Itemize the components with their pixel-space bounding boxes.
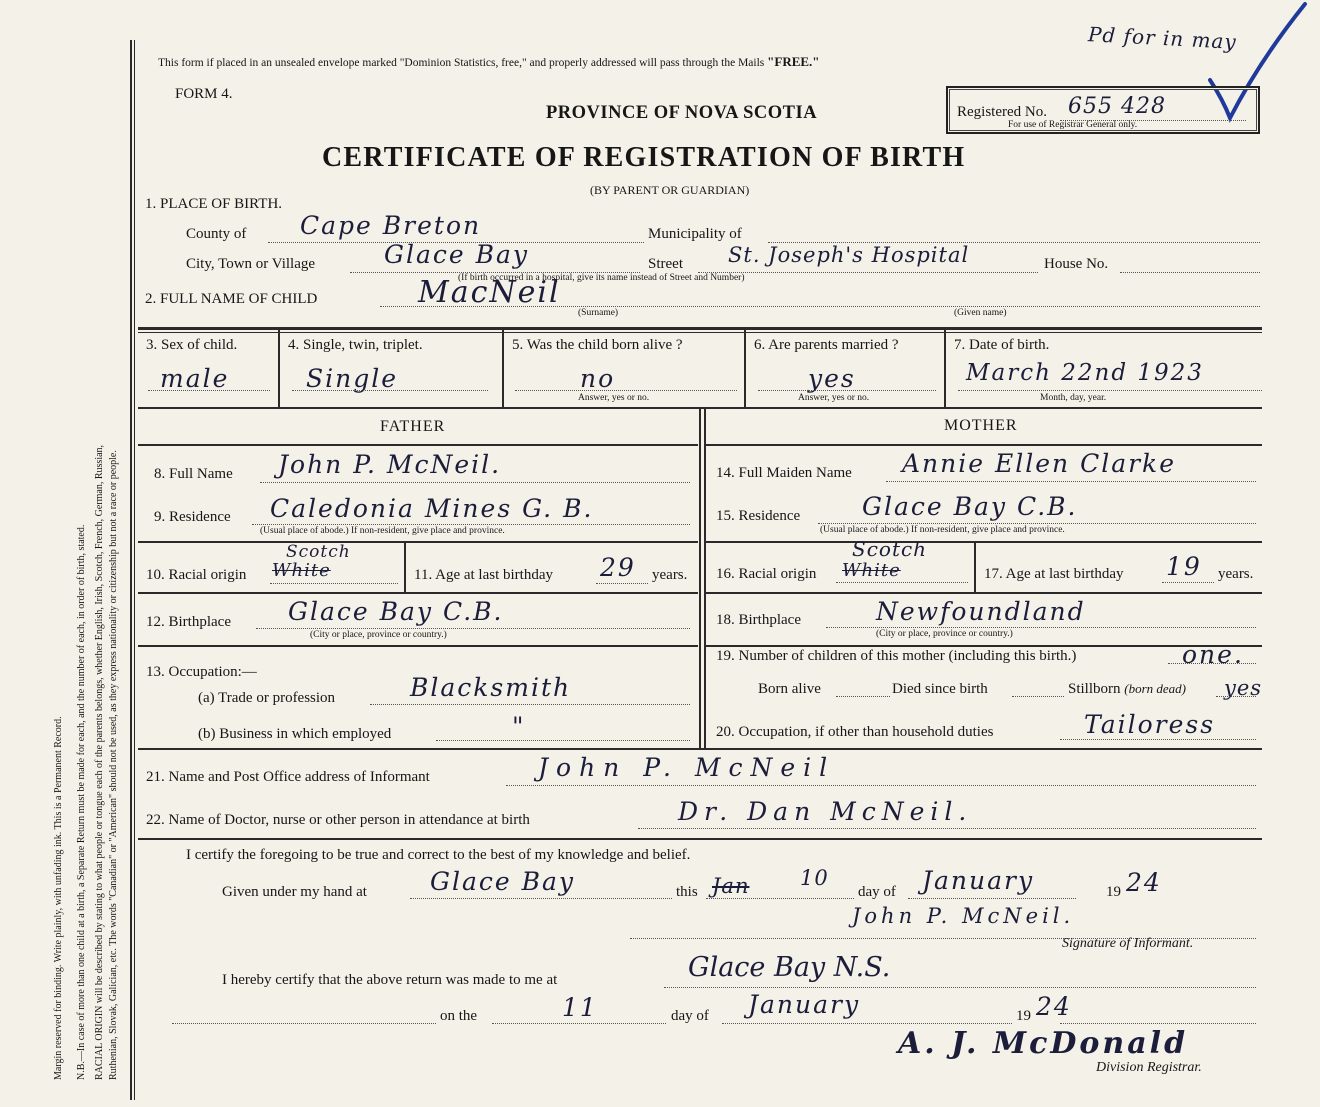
month-value: January [922,866,1035,895]
alive-label: 5. Was the child born alive ? [512,337,683,353]
mother-years: years. [1218,566,1254,582]
signature-caption: Signature of Informant. [1062,936,1194,951]
county-label: County of [186,226,247,242]
certificate-title: CERTIFICATE OF REGISTRATION OF BIRTH [322,142,966,173]
street-label: Street [648,256,683,272]
certificate-subtitle: (BY PARENT OR GUARDIAN) [590,183,750,197]
street-value: St. Joseph's Hospital [728,243,970,267]
father-trade-label: (a) Trade or profession [198,690,336,706]
father-racial-value: Scotch [286,542,351,562]
married-value: yes [808,364,856,393]
place-heading: 1. PLACE OF BIRTH. [145,196,283,212]
mother-children-label: 19. Number of children of this mother (including this birth.) [716,648,1077,664]
margin-rule-inner [134,40,135,1100]
form-number: FORM 4. [175,86,233,102]
registered-note: For use of Registrar General only. [1008,120,1138,130]
mother-heading: MOTHER [944,417,1018,434]
dob-caption: Month, day, year. [1040,393,1107,403]
mother-age-value: 19 [1166,552,1202,581]
father-residence-caption: (Usual place of abode.) If non-resident, give place and province. [260,526,505,536]
single-value: Single [306,364,399,393]
registrar-statement: I hereby certify that the above return was made to me at [222,972,558,988]
doctor-label: 22. Name of Doctor, nurse or other person in attendance at birth [146,812,530,828]
corner-note: Pd for in may [1087,22,1238,54]
registrar-year: 24 [1036,992,1072,1021]
mail-notice-text: This form if placed in an unsealed envelope marked "Dominion Statistics, free," and properly addressed will pass through the Mails [158,57,765,69]
father-age-value: 29 [600,553,636,582]
mother-birthplace-value: Newfoundland [876,597,1086,626]
father-name-value: John P. McNeil. [278,450,502,479]
father-heading: FATHER [380,418,446,435]
hospital-note: (If birth occurred in a hospital, give its name instead of Street and Number) [458,273,745,283]
registered-number: 655 428 [1068,94,1166,119]
father-occupation-label: 13. Occupation:— [146,664,257,680]
registrar-place: Glace Bay N.S. [688,952,891,983]
mother-name-label: 14. Full Maiden Name [716,465,852,481]
mother-children-value: one. [1182,640,1244,669]
province-heading: PROVINCE OF NOVA SCOTIA [546,103,818,123]
county-value: Cape Breton [300,211,482,240]
dob-value: March 22nd 1923 [966,360,1204,386]
sex-value: male [160,364,230,393]
year-prefix: 19 [1106,884,1121,900]
registered-label: Registered No. [957,104,1047,120]
on-the-label: on the [440,1008,478,1024]
day-of-label: day of [858,884,896,900]
born-alive-label: Born alive [758,681,821,697]
margin-instructions [52,40,120,1080]
mother-racial-struck: White [842,560,901,581]
father-racial-label: 10. Racial origin [146,567,247,583]
child-name-label: 2. FULL NAME OF CHILD [145,291,318,307]
alive-value: no [580,364,616,393]
married-caption: Answer, yes or no. [798,393,870,403]
father-name-label: 8. Full Name [154,466,233,482]
stillborn-text: Stillborn [1068,681,1121,697]
mother-birthplace-label: 18. Birthplace [716,612,801,628]
registrar-day: 11 [562,993,598,1022]
mother-occupation-label: 20. Occupation, if other than household duties [716,724,994,740]
father-age-label: 11. Age at last birthday [414,567,553,583]
informant-label: 21. Name and Post Office address of Informant [146,769,430,785]
stillborn-value: yes [1224,676,1263,700]
city-value: Glace Bay [384,240,530,269]
mother-birthplace-caption: (City or place, province or country.) [876,629,1013,639]
year-value: 24 [1126,868,1162,897]
column-divider [699,409,701,749]
stillborn-italic: (born dead) [1124,681,1187,696]
mother-racial-label: 16. Racial origin [716,566,817,582]
surname-caption: (Surname) [578,308,619,318]
registrar-month: January [748,990,861,1019]
this-label: this [676,884,698,900]
mother-racial-value: Scotch [852,537,928,561]
house-label: House No. [1044,256,1109,272]
registrar-day-of-label: day of [671,1008,709,1024]
given-place: Glace Bay [430,867,576,896]
stillborn-label [1068,681,1186,698]
mother-age-label: 17. Age at last birthday [984,566,1124,582]
given-label: Given under my hand at [222,884,367,900]
father-trade-value: Blacksmith [410,673,572,702]
mail-free: "FREE." [767,54,820,69]
margin-line-2: N.B.—In case of more than one child at a birth, a Separate Return must be made for each, and the number of each, in order of birth, stated. [75,524,87,1080]
registered-box [946,86,1260,134]
rule-row3-top [138,327,1262,330]
registrar-signature: A. J. McDonald [898,1026,1189,1061]
registrar-caption: Division Registrar. [1096,1060,1202,1075]
child-surname: MacNeil [418,275,561,310]
given-caption: (Given name) [954,308,1007,318]
mother-residence-caption: (Usual place of abode.) If non-resident, give place and province. [820,525,1065,535]
certify-statement: I certify the foregoing to be true and correct to the best of my knowledge and belief. [186,847,691,863]
registrar-year-prefix: 19 [1016,1008,1031,1024]
mail-notice [158,54,820,70]
municipality-label: Municipality of [648,226,742,242]
father-residence-label: 9. Residence [154,509,231,525]
day-struck: Jan [712,874,750,898]
informant-signature: John P. McNeil. [852,904,1075,928]
father-years: years. [652,567,688,583]
margin-line-1: Margin reserved for binding. Write plainly, with unfading ink. This is a Permanent Record. [53,716,64,1080]
margin-line-4: Ruthenian, Slovak, Galician, etc. The words "Canadian" or "American" should not be used, as they express nationality or citizenship but not a race or people. [107,450,119,1080]
dob-label: 7. Date of birth. [954,337,1050,353]
mother-residence-value: Glace Bay C.B. [862,492,1078,521]
city-label: City, Town or Village [186,256,316,272]
father-birthplace-label: 12. Birthplace [146,614,231,630]
single-label: 4. Single, twin, triplet. [288,337,423,353]
mother-occupation-value: Tailoress [1084,710,1216,739]
father-business-value: " [512,712,526,741]
married-label: 6. Are parents married ? [754,337,899,353]
day-value: 10 [800,866,829,890]
father-racial-struck: White [272,560,331,581]
father-birthplace-caption: (City or place, province or country.) [310,630,447,640]
margin-rule [130,40,132,1100]
died-label: Died since birth [892,681,988,697]
father-residence-value: Caledonia Mines G. B. [270,494,594,523]
sex-label: 3. Sex of child. [146,337,238,353]
doctor-value: Dr. Dan McNeil. [678,797,973,826]
informant-value: John P. McNeil [538,753,836,782]
mother-residence-label: 15. Residence [716,508,801,524]
mother-name-value: Annie Ellen Clarke [902,449,1177,478]
father-business-label: (b) Business in which employed [198,726,392,742]
father-birthplace-value: Glace Bay C.B. [288,597,504,626]
alive-caption: Answer, yes or no. [578,393,650,403]
margin-line-3: RACIAL ORIGIN will be described by stating to what people or tongue each of the parents belongs, whether English, Irish, Scotch, French, German, Russian, [94,444,105,1080]
